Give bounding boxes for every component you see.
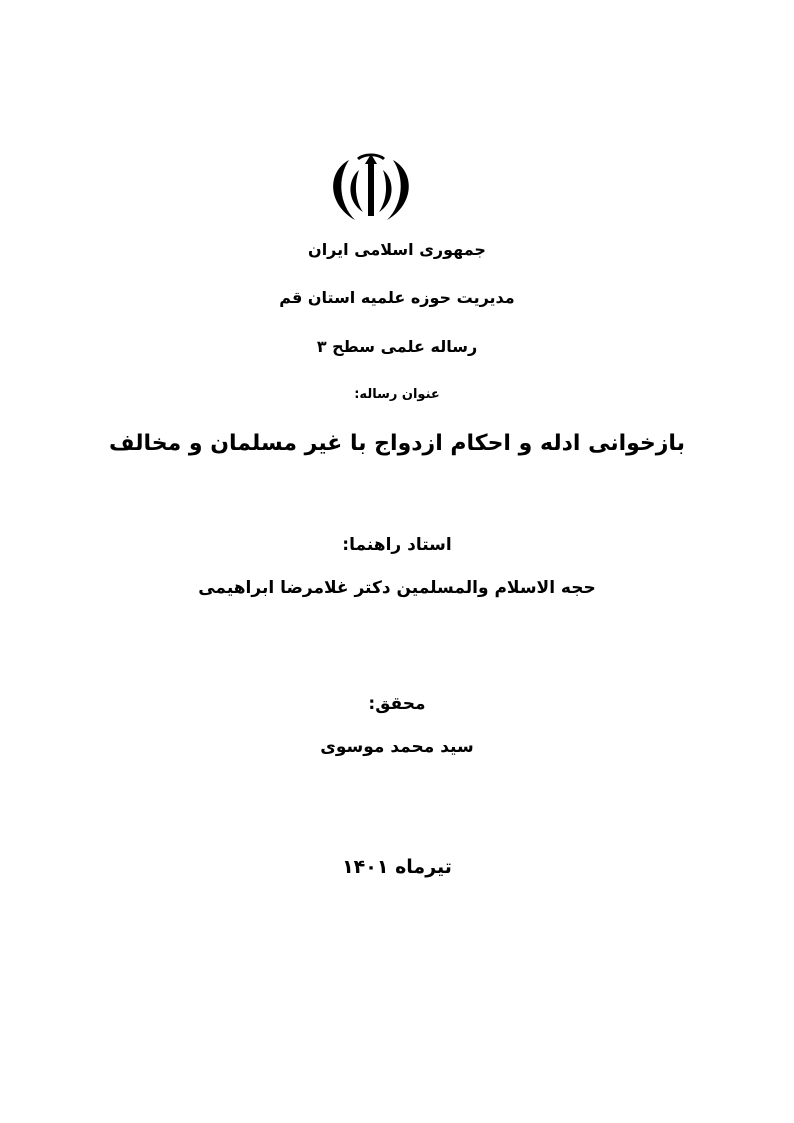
thesis-level: رساله علمی سطح ۳ — [316, 337, 478, 356]
researcher-name: سید محمد موسوی — [320, 737, 474, 757]
thesis-title: بازخوانی ادله و احکام ازدواج با غیر مسلمان و مخالف — [109, 431, 685, 456]
country-name: جمهوری اسلامی ایران — [308, 240, 486, 259]
title-label: عنوان رساله: — [354, 387, 440, 402]
thesis-date: تیرماه ۱۴۰۱ — [342, 856, 452, 878]
organization-name: مدیریت حوزه علمیه استان قم — [279, 288, 515, 307]
researcher-label: محقق: — [368, 694, 426, 714]
iran-emblem-icon — [325, 150, 417, 226]
supervisor-label: استاد راهنما: — [342, 535, 452, 555]
supervisor-name: حجه الاسلام والمسلمین دکتر غلامرضا ابراهیمی — [198, 578, 596, 598]
